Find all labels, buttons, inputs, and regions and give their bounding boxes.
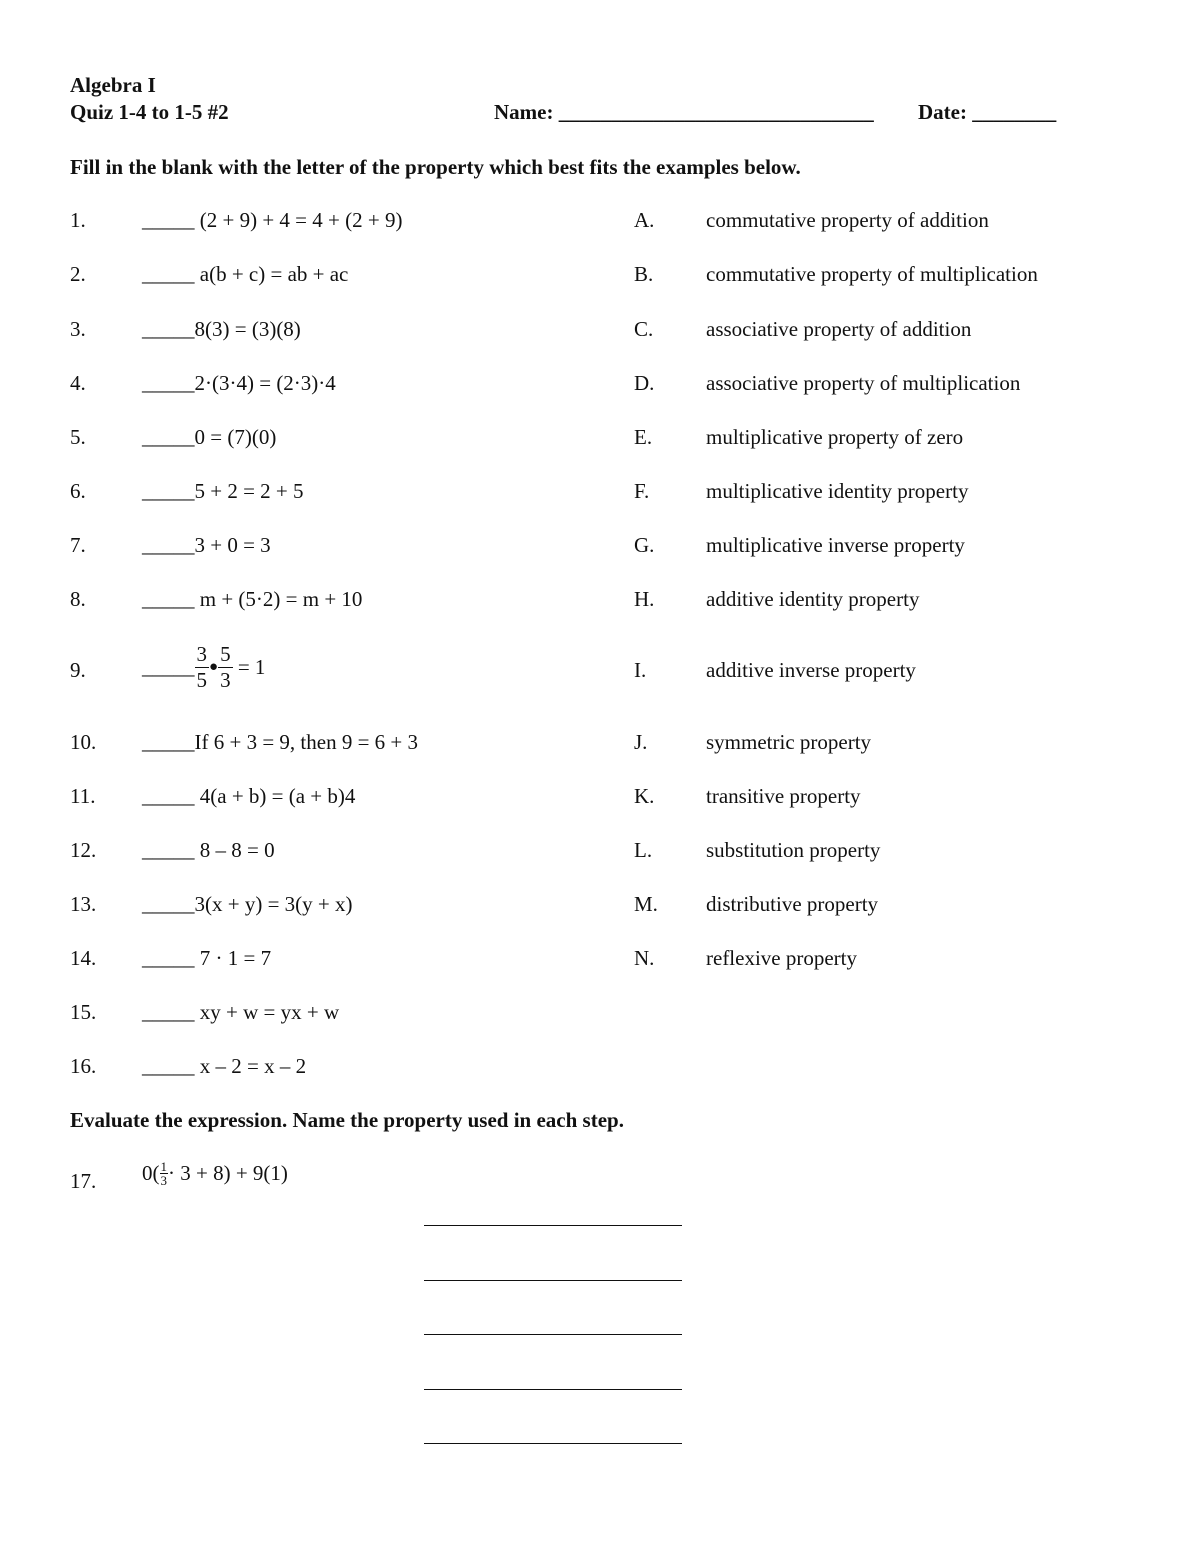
property-letter: I.	[634, 658, 647, 682]
property-letter: M.	[634, 892, 658, 916]
answer-blank[interactable]: _____	[142, 892, 195, 916]
question-15	[142, 1002, 339, 1023]
fraction-denominator: 5	[196, 668, 207, 692]
answer-blank[interactable]: _____	[142, 587, 195, 611]
question-12	[142, 840, 275, 861]
answer-line[interactable]	[424, 1389, 682, 1390]
question-expression: x – 2 = x – 2	[194, 1054, 307, 1078]
question-number: 7.	[70, 533, 86, 557]
answer-line[interactable]	[424, 1280, 682, 1281]
expression-suffix: · 3 + 8) + 9(1)	[168, 1161, 288, 1185]
question-1	[142, 210, 402, 231]
answer-blank[interactable]: _____	[142, 262, 195, 286]
answer-line[interactable]	[424, 1334, 682, 1335]
answer-blank[interactable]: _____	[142, 1000, 195, 1024]
property-name: multiplicative property of zero	[706, 425, 964, 449]
property-name: additive inverse property	[706, 658, 916, 682]
property-letter: F.	[634, 479, 650, 503]
date-field[interactable]: Date: ________	[918, 100, 1057, 124]
question-expression: = 1	[232, 655, 266, 679]
property-name: multiplicative inverse property	[706, 533, 965, 557]
question-2	[142, 264, 348, 285]
question-number: 10.	[70, 730, 97, 754]
answer-blank[interactable]: _____	[142, 479, 195, 503]
question-expression: 5 + 2 = 2 + 5	[194, 479, 304, 503]
property-name: associative property of addition	[706, 317, 972, 341]
question-7	[142, 535, 271, 556]
fraction-denominator: 3	[220, 668, 231, 692]
multiplication-dot: ●	[209, 659, 219, 675]
property-letter: A.	[634, 208, 655, 232]
answer-blank[interactable]: _____	[142, 838, 195, 862]
section2-instructions: Evaluate the expression. Name the property used in each step.	[70, 1108, 624, 1132]
answer-blank[interactable]: _____	[142, 730, 195, 754]
question-number: 5.	[70, 425, 86, 449]
question-expression: If 6 + 3 = 9, then 9 = 6 + 3	[194, 730, 419, 754]
property-letter: H.	[634, 587, 655, 611]
property-letter: N.	[634, 946, 655, 970]
property-name: reflexive property	[706, 946, 858, 970]
question-expression: xy + w = yx + w	[194, 1000, 340, 1024]
answer-line[interactable]	[424, 1443, 682, 1444]
question-expression: a(b + c) = ab + ac	[194, 262, 349, 286]
question-number: 4.	[70, 371, 86, 395]
fraction-numerator: 1	[160, 1159, 167, 1174]
property-name: commutative property of addition	[706, 208, 989, 232]
question-5	[142, 427, 276, 448]
answer-blank[interactable]: _____	[142, 425, 195, 449]
quiz-title: Quiz 1-4 to 1-5 #2	[70, 100, 229, 124]
question-3	[142, 319, 301, 340]
answer-blank[interactable]: _____	[142, 784, 195, 808]
answer-blank[interactable]: _____	[142, 371, 195, 395]
question-expression: 3 + 0 = 3	[194, 533, 271, 557]
question-number: 1.	[70, 208, 86, 232]
property-letter: D.	[634, 371, 655, 395]
fraction-three-fifths	[195, 644, 210, 691]
question-number: 3.	[70, 317, 86, 341]
property-letter: J.	[634, 730, 648, 754]
question-number: 6.	[70, 479, 86, 503]
question-expression: m + (5·2) = m + 10	[194, 587, 363, 611]
answer-blank[interactable]: _____	[142, 946, 195, 970]
property-name: substitution property	[706, 838, 881, 862]
name-field[interactable]: Name: ______________________________	[494, 100, 874, 124]
question-11	[142, 786, 355, 807]
property-name: transitive property	[706, 784, 861, 808]
question-number: 2.	[70, 262, 86, 286]
property-name: additive identity property	[706, 587, 920, 611]
question-13	[142, 894, 353, 915]
fraction-denominator: 3	[160, 1173, 167, 1188]
question-4	[142, 373, 336, 394]
question-number: 17.	[70, 1169, 97, 1193]
question-number: 13.	[70, 892, 97, 916]
question-10	[142, 732, 418, 753]
property-letter: C.	[634, 317, 654, 341]
property-letter: K.	[634, 784, 655, 808]
question-number: 15.	[70, 1000, 97, 1024]
property-name: distributive property	[706, 892, 879, 916]
property-letter: G.	[634, 533, 655, 557]
question-expression: 8(3) = (3)(8)	[194, 317, 301, 341]
course-title: Algebra I	[70, 73, 156, 97]
fraction-five-thirds	[218, 644, 233, 691]
question-number: 16.	[70, 1054, 97, 1078]
fraction-numerator: 5	[220, 642, 231, 666]
question-8	[142, 589, 362, 610]
question-number: 12.	[70, 838, 97, 862]
question-expression: 3(x + y) = 3(y + x)	[194, 892, 353, 916]
expression-prefix: 0(	[142, 1161, 160, 1185]
question-number: 9.	[70, 658, 86, 682]
property-letter: B.	[634, 262, 654, 286]
property-name: commutative property of multiplication	[706, 262, 1038, 286]
answer-blank[interactable]: _____	[142, 317, 195, 341]
question-expression: 2·(3·4) = (2·3)·4	[194, 371, 336, 395]
fraction-one-third	[160, 1160, 169, 1187]
question-number: 11.	[70, 784, 96, 808]
question-expression: 4(a + b) = (a + b)4	[194, 784, 356, 808]
fraction-numerator: 3	[196, 642, 207, 666]
question-number: 14.	[70, 946, 97, 970]
answer-line[interactable]	[424, 1225, 682, 1226]
instructions: Fill in the blank with the letter of the property which best fits the examples below.	[70, 155, 801, 179]
question-expression: 7 · 1 = 7	[194, 946, 272, 970]
answer-blank[interactable]: _____	[142, 208, 195, 232]
question-expression: 8 – 8 = 0	[194, 838, 275, 862]
property-name: associative property of multiplication	[706, 371, 1021, 395]
property-name: symmetric property	[706, 730, 872, 754]
answer-blank[interactable]: _____	[142, 655, 195, 679]
property-name: multiplicative identity property	[706, 479, 969, 503]
question-14	[142, 948, 271, 969]
answer-blank[interactable]: _____	[142, 533, 195, 557]
question-16	[142, 1056, 306, 1077]
question-6	[142, 481, 304, 502]
property-letter: E.	[634, 425, 653, 449]
question-expression: 0 = (7)(0)	[194, 425, 277, 449]
question-17	[142, 1160, 288, 1187]
question-9	[142, 644, 265, 691]
question-expression: (2 + 9) + 4 = 4 + (2 + 9)	[194, 208, 403, 232]
question-number: 8.	[70, 587, 86, 611]
answer-blank[interactable]: _____	[142, 1054, 195, 1078]
property-letter: L.	[634, 838, 653, 862]
